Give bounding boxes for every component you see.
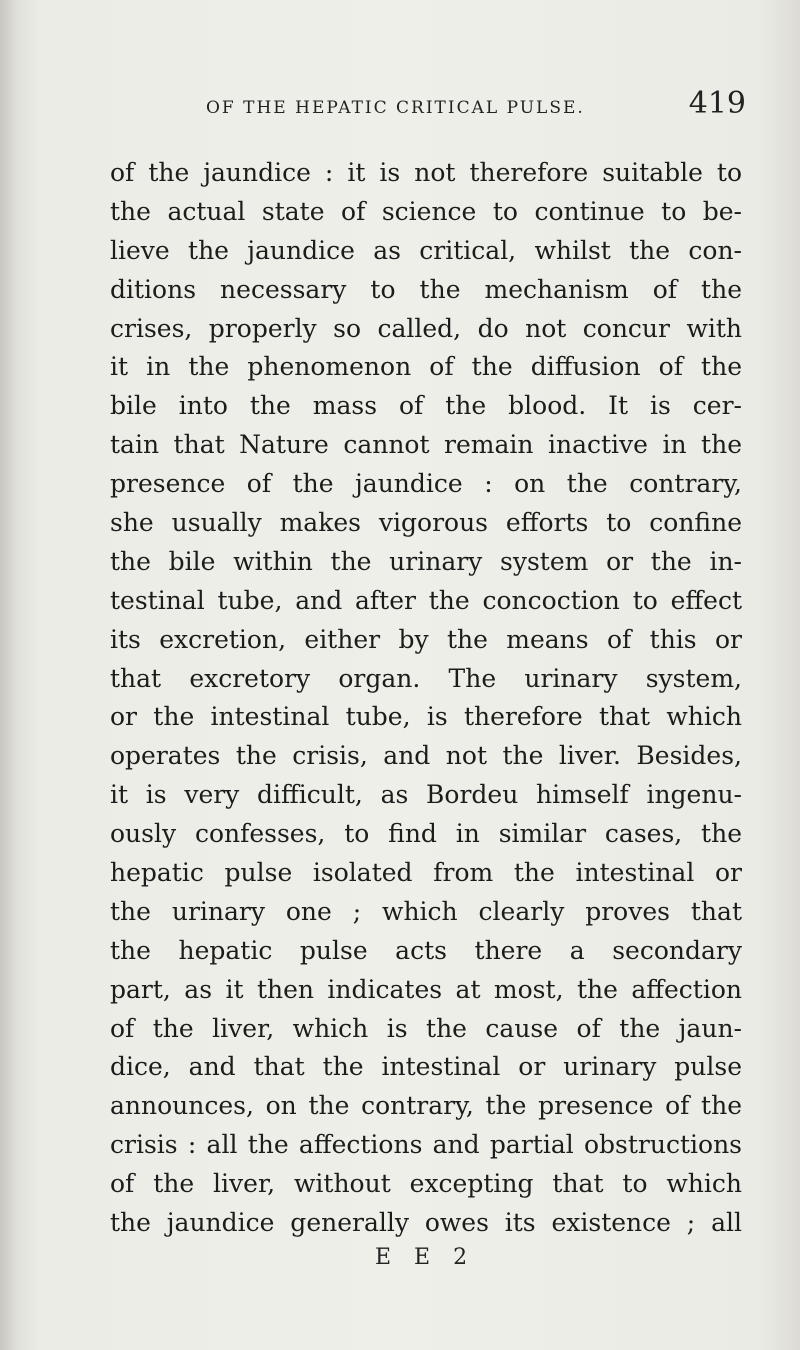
text-line: of the liver, without excepting that to which: [110, 1169, 742, 1199]
text-line: its excretion, either by the means of this or: [110, 624, 742, 654]
text-line: presence of the jaundice : on the contrary,: [110, 469, 742, 499]
text-line: or the intestinal tube, is therefore that which: [110, 702, 742, 732]
text-line: of the liver, which is the cause of the jaun-: [110, 1013, 742, 1043]
text-line: it in the phenomenon of the diffusion of the: [110, 352, 742, 382]
text-line: the actual state of science to continue to be-: [110, 196, 742, 226]
text-line: bile into the mass of the blood. It is cer-: [110, 391, 742, 421]
text-line: part, as it then indicates at most, the affection: [110, 974, 742, 1004]
text-line: hepatic pulse isolated from the intestinal or: [110, 858, 742, 888]
text-line: tain that Nature cannot remain inactive in the: [110, 430, 742, 460]
signature-mark: E E 2: [375, 1245, 476, 1270]
text-line: the bile within the urinary system or the in-: [110, 546, 742, 576]
text-line: it is very difficult, as Bordeu himself ingenu-: [110, 780, 742, 810]
text-line: testinal tube, and after the concoction to effect: [110, 585, 742, 615]
text-line: the hepatic pulse acts there a secondary: [110, 935, 742, 965]
text-line: operates the crisis, and not the liver. Besides,: [110, 741, 742, 771]
text-line: that excretory organ. The urinary system,: [110, 663, 742, 693]
text-line: of the jaundice : it is not therefore suitable to: [110, 158, 742, 187]
text-line: the jaundice generally owes its existence ; all: [110, 1208, 742, 1238]
text-line: the urinary one ; which clearly proves that: [110, 896, 742, 926]
text-line: she usually makes vigorous efforts to confine: [110, 508, 742, 538]
text-line: ditions necessary to the mechanism of the: [110, 274, 742, 304]
running-title: OF THE HEPATIC CRITICAL PULSE.: [206, 98, 585, 118]
page-number: 419: [688, 86, 746, 121]
page-gutter-shadow: [0, 0, 16, 1350]
text-line: dice, and that the intestinal or urinary pulse: [110, 1052, 742, 1082]
text-line: crises, properly so called, do not concur with: [110, 313, 742, 343]
running-head: [112, 78, 746, 128]
text-line: announces, on the contrary, the presence of the: [110, 1091, 742, 1121]
body-text: [110, 154, 742, 1243]
text-line: lieve the jaundice as critical, whilst the con-: [110, 235, 742, 265]
text-line: ously confesses, to find in similar cases, the: [110, 819, 742, 849]
text-line: crisis : all the affections and partial obstructions: [110, 1130, 742, 1160]
